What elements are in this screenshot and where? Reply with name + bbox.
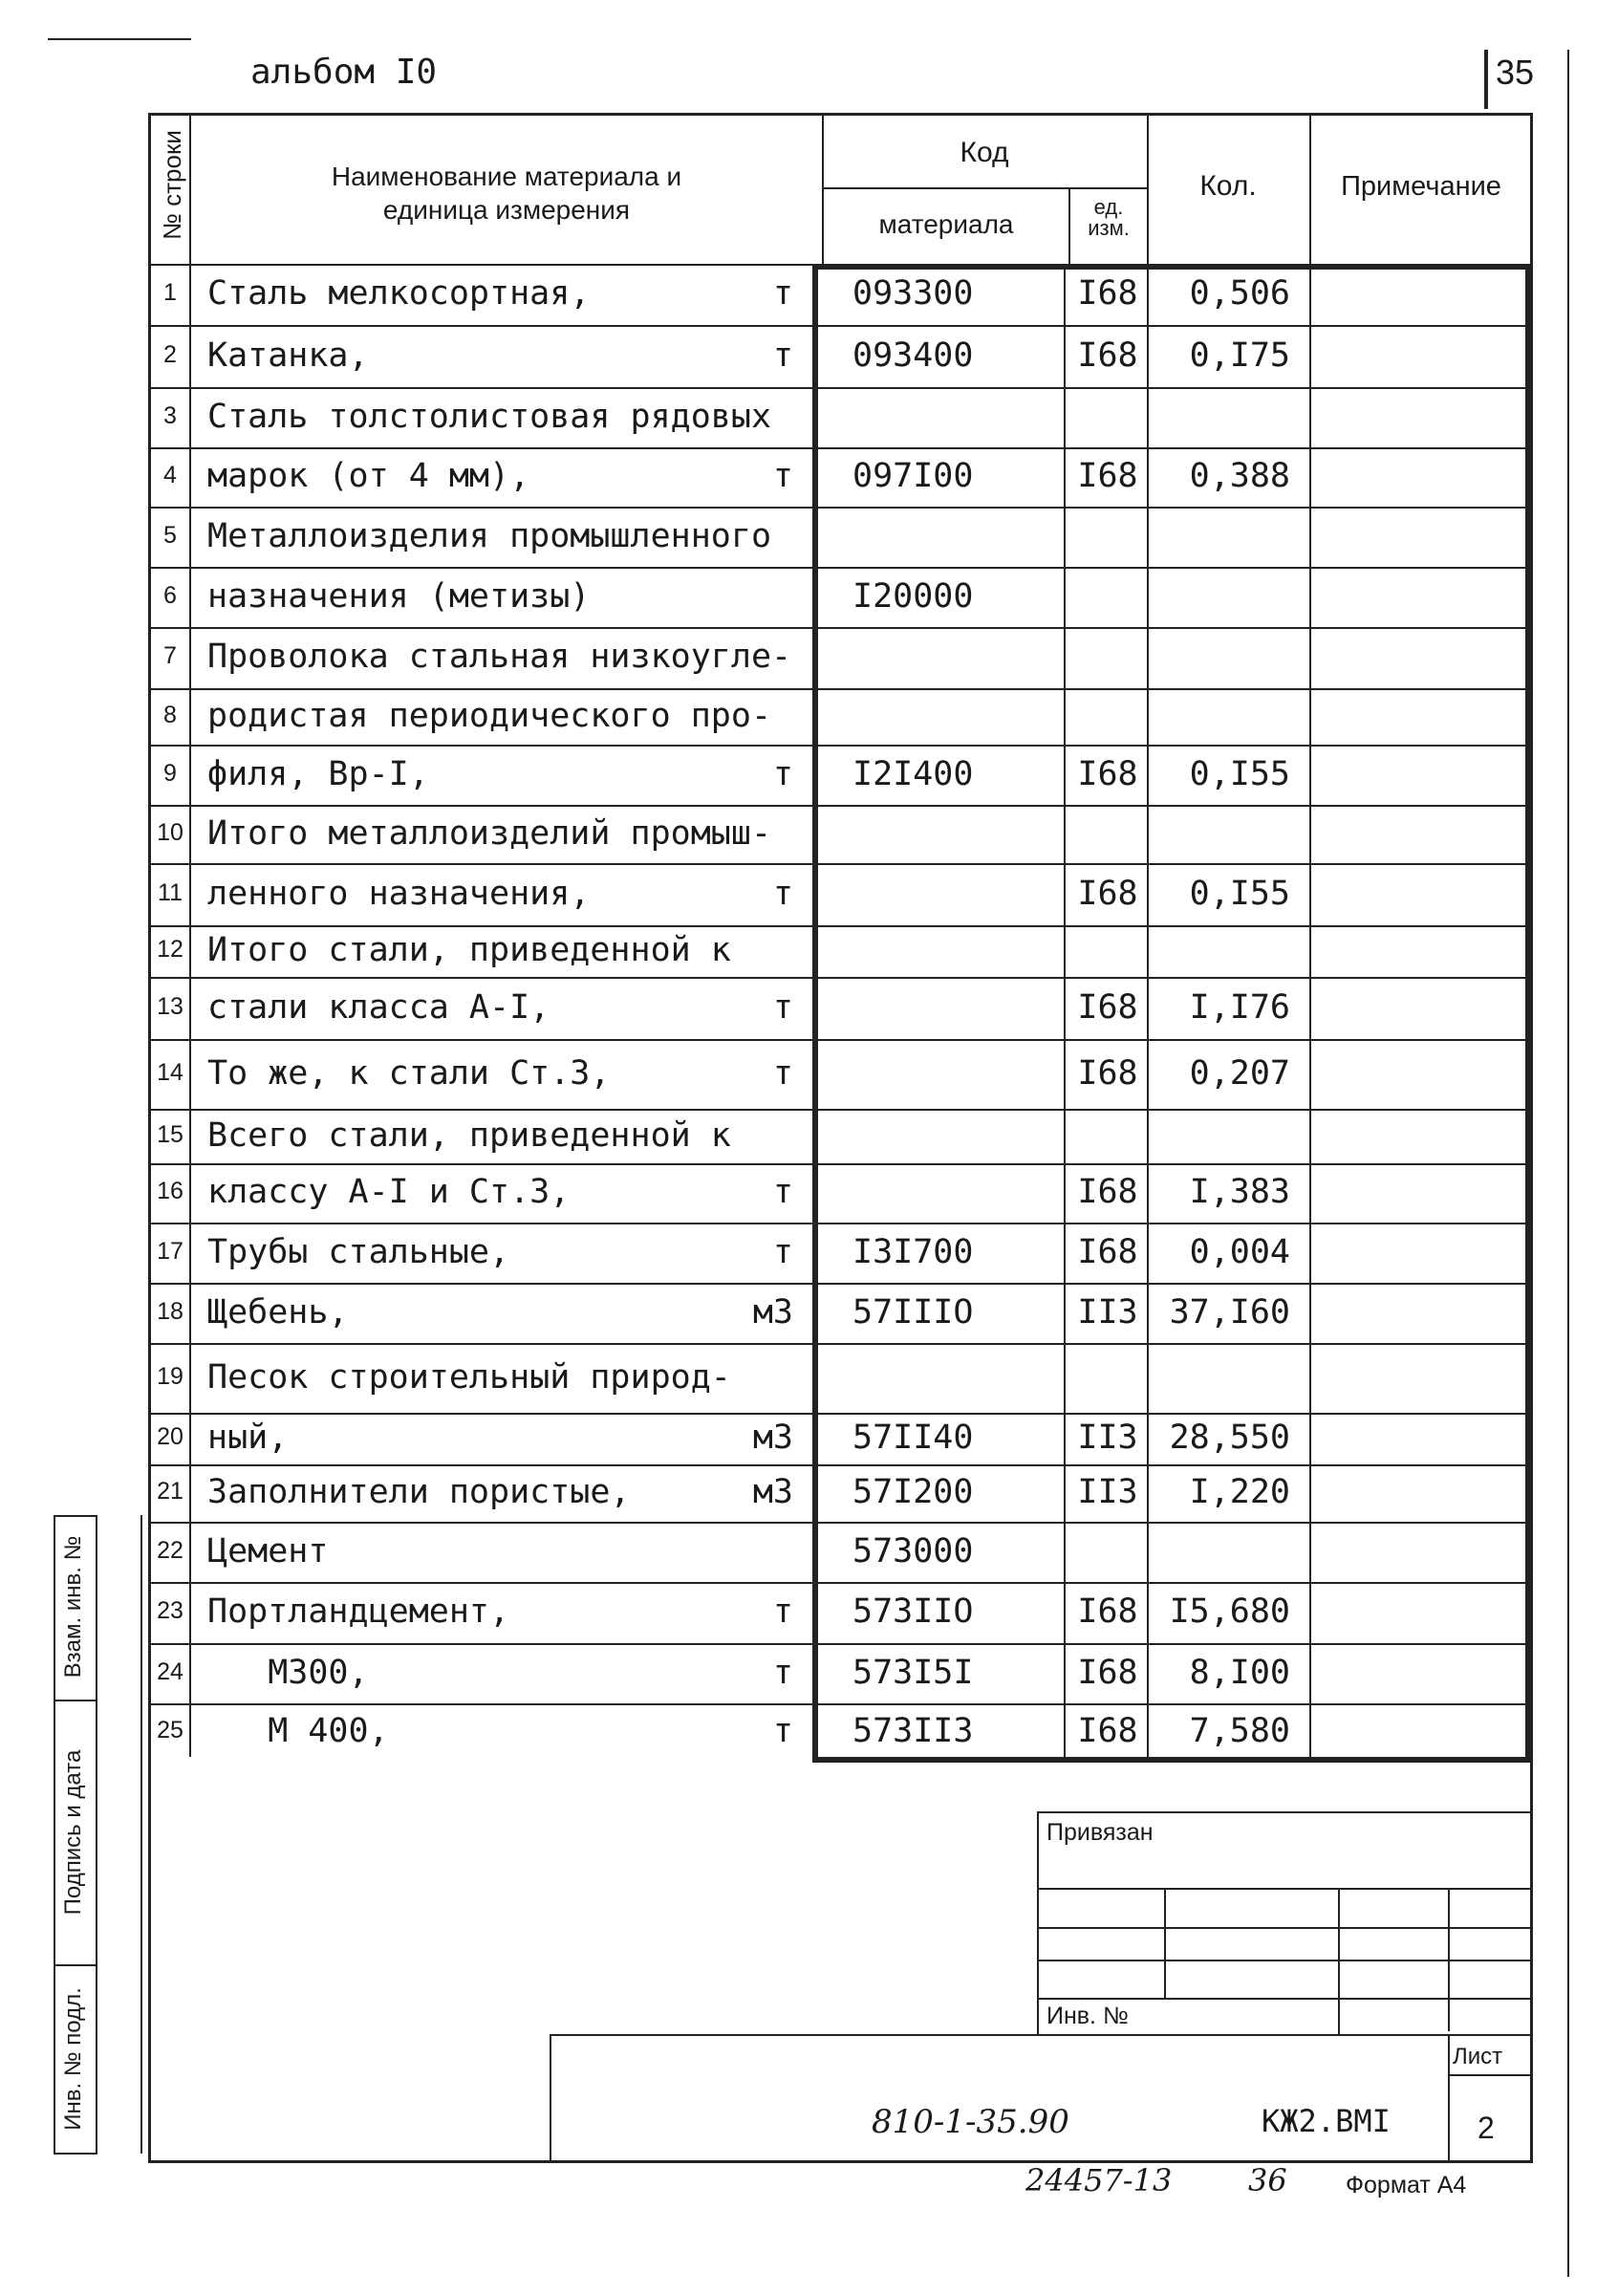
- material-name: родистая периодического про-: [207, 697, 772, 735]
- code-material-header: материала: [878, 209, 1014, 239]
- row-number: 15: [157, 1121, 183, 1148]
- material-name: Заполнители пористые,: [207, 1473, 631, 1511]
- row-number: 7: [163, 642, 177, 669]
- handwritten-page: 36: [1248, 2162, 1287, 2199]
- row-separator: [148, 325, 1530, 327]
- row-number: 4: [163, 462, 177, 488]
- material-name: Портландцемент,: [207, 1592, 510, 1631]
- unit-code: I68: [1077, 457, 1138, 495]
- unit: т: [772, 1592, 793, 1631]
- unit: м3: [752, 1473, 793, 1511]
- material-name: М 400,: [207, 1712, 389, 1750]
- privyazan-label: Привязан: [1046, 1819, 1154, 1846]
- unit: т: [772, 1233, 793, 1271]
- quantity: 8,I00: [1189, 1654, 1290, 1692]
- row-separator: [148, 1582, 1530, 1584]
- row-number: 13: [157, 993, 183, 1020]
- inv-no-label: Инв. №: [1046, 2003, 1129, 2029]
- quantity: 0,388: [1189, 457, 1290, 495]
- right-margin-line: [1567, 50, 1569, 2277]
- unit-code: II3: [1077, 1473, 1138, 1511]
- material-code: 57I200: [852, 1473, 974, 1511]
- material-name: М300,: [207, 1654, 369, 1692]
- row-separator: [148, 1413, 1530, 1415]
- row-separator: [148, 567, 1530, 569]
- material-name: назначения (метизы): [207, 577, 591, 616]
- material-name: филя, Вр-I,: [207, 755, 429, 793]
- material-name: ленного назначения,: [207, 875, 591, 913]
- material-code: 097I00: [852, 457, 974, 495]
- album-label: альбом I0: [250, 53, 438, 92]
- unit-code: I68: [1077, 1712, 1138, 1750]
- code-header: Код: [960, 137, 1009, 168]
- material-name: Катанка,: [207, 336, 369, 375]
- quantity: I,383: [1189, 1173, 1290, 1211]
- top-rule: [48, 38, 191, 40]
- material-name: Сталь мелкосортная,: [207, 274, 591, 313]
- material-name: Проволока стальная низкоугле-: [207, 638, 792, 676]
- unit: т: [772, 336, 793, 375]
- qty-header: Кол.: [1199, 170, 1257, 202]
- quantity: 0,I75: [1189, 336, 1290, 375]
- row-number: 22: [157, 1537, 183, 1564]
- row-separator: [148, 1643, 1530, 1645]
- row-separator: [148, 1039, 1530, 1041]
- unit-code: I68: [1077, 875, 1138, 913]
- row-number: 3: [163, 402, 177, 429]
- row-no-header: № строки: [158, 130, 186, 240]
- row-number: 24: [157, 1658, 183, 1685]
- quantity: 37,I60: [1169, 1293, 1290, 1332]
- quantity: 28,550: [1169, 1419, 1290, 1457]
- unit: т: [772, 1654, 793, 1692]
- format-label: Формат А4: [1346, 2172, 1467, 2199]
- row-number: 6: [163, 582, 177, 609]
- unit-code: I68: [1077, 274, 1138, 313]
- material-name: марок (от 4 мм),: [207, 457, 530, 495]
- material-name: Песок строительный природ-: [207, 1358, 731, 1397]
- material-name: ный,: [207, 1419, 289, 1457]
- row-separator: [148, 1343, 1530, 1345]
- row-separator: [148, 1464, 1530, 1466]
- inv-podl-label: Инв. № подл.: [60, 1987, 86, 2131]
- row-number: 2: [163, 341, 177, 368]
- unit: м3: [752, 1293, 793, 1332]
- row-number: 21: [157, 1478, 183, 1505]
- material-code: I20000: [852, 577, 974, 616]
- unit: т: [772, 1054, 793, 1093]
- unit-code: I68: [1077, 755, 1138, 793]
- row-separator: [148, 387, 1530, 389]
- unit: т: [772, 457, 793, 495]
- unit: м3: [752, 1419, 793, 1457]
- row-number: 11: [158, 879, 183, 906]
- unit-code: I68: [1077, 1654, 1138, 1692]
- unit: т: [772, 988, 793, 1027]
- unit-code: II3: [1077, 1419, 1138, 1457]
- material-name: Сталь толстолистовая рядовых: [207, 398, 772, 436]
- material-name: Итого металлоизделий промыш-: [207, 814, 772, 853]
- unit-code: I68: [1077, 1592, 1138, 1631]
- handwritten-number: 24457-13: [1025, 2162, 1173, 2199]
- material-name: Трубы стальные,: [207, 1233, 510, 1271]
- name-header-line1: Наименование материала и: [331, 162, 682, 191]
- material-code: I2I400: [852, 755, 974, 793]
- quantity: I,I76: [1189, 988, 1290, 1027]
- row-separator: [148, 1223, 1530, 1224]
- quantity: I5,680: [1169, 1592, 1290, 1631]
- material-name: Металлоизделия промышленного: [207, 517, 772, 555]
- row-separator: [148, 1703, 1530, 1705]
- quantity: I,220: [1189, 1473, 1290, 1511]
- list-label: Лист: [1453, 2044, 1503, 2069]
- note-header: Примечание: [1341, 171, 1501, 202]
- code-unit-header: ед. изм.: [1088, 195, 1130, 240]
- material-code: 573000: [852, 1532, 974, 1570]
- row-number: 9: [163, 760, 177, 787]
- unit-code: I68: [1077, 988, 1138, 1027]
- quantity: 0,I55: [1189, 875, 1290, 913]
- material-code: I3I700: [852, 1233, 974, 1271]
- material-code: 57IIIO: [852, 1293, 974, 1332]
- row-separator: [148, 507, 1530, 509]
- unit-code: I68: [1077, 1173, 1138, 1211]
- unit: т: [772, 274, 793, 313]
- row-separator: [148, 1109, 1530, 1111]
- row-number: 19: [157, 1363, 183, 1390]
- row-separator: [148, 863, 1530, 865]
- doc-mark: КЖ2.ВМI: [1262, 2103, 1391, 2139]
- material-code: 093400: [852, 336, 974, 375]
- row-number: 5: [163, 522, 177, 549]
- unit: т: [772, 875, 793, 913]
- material-name: Итого стали, приведенной к: [207, 931, 731, 969]
- material-code: 57II40: [852, 1419, 974, 1457]
- unit-code: I68: [1077, 1054, 1138, 1093]
- unit: т: [772, 1173, 793, 1211]
- row-separator: [148, 805, 1530, 807]
- row-number: 20: [157, 1423, 183, 1450]
- unit: т: [772, 1712, 793, 1750]
- material-name: Цемент: [207, 1532, 329, 1570]
- material-code: 093300: [852, 274, 974, 313]
- row-number: 16: [157, 1178, 183, 1204]
- row-number: 17: [157, 1238, 183, 1265]
- row-separator: [148, 1283, 1530, 1285]
- quantity: 0,I55: [1189, 755, 1290, 793]
- row-number: 12: [157, 936, 183, 963]
- unit: т: [772, 755, 793, 793]
- material-name: стали класса А-I,: [207, 988, 550, 1027]
- material-name: классу А-I и Ст.3,: [207, 1173, 571, 1211]
- row-separator: [148, 745, 1530, 747]
- sheet-number: 2: [1478, 2111, 1495, 2145]
- unit-code: I68: [1077, 336, 1138, 375]
- material-code: 573I5I: [852, 1654, 974, 1692]
- quantity: 0,207: [1189, 1054, 1290, 1093]
- quantity: 7,580: [1189, 1712, 1290, 1750]
- row-number: 10: [157, 819, 183, 846]
- row-number: 23: [157, 1597, 183, 1624]
- row-separator: [148, 688, 1530, 690]
- row-number: 25: [157, 1717, 183, 1744]
- row-separator: [148, 447, 1530, 449]
- material-code: 573IIO: [852, 1592, 974, 1631]
- row-separator: [148, 1163, 1530, 1165]
- material-code: 573II3: [852, 1712, 974, 1750]
- row-number: 14: [157, 1059, 183, 1086]
- name-header-line2: единица измерения: [382, 195, 631, 225]
- row-separator: [148, 925, 1530, 927]
- row-separator: [148, 977, 1530, 979]
- material-name: Всего стали, приведенной к: [207, 1116, 731, 1155]
- vzam-inv-label: Взам. инв. №: [60, 1535, 86, 1679]
- material-name: Щебень,: [207, 1293, 349, 1332]
- material-name: То же, к стали Ст.3,: [207, 1054, 611, 1093]
- quantity: 0,004: [1189, 1233, 1290, 1271]
- doc-code: 810-1-35.90: [872, 2103, 1069, 2141]
- page-number: 35: [1496, 53, 1535, 92]
- unit-code: I68: [1077, 1233, 1138, 1271]
- row-number: 18: [157, 1298, 183, 1325]
- unit-code: II3: [1077, 1293, 1138, 1332]
- row-separator: [148, 1522, 1530, 1524]
- quantity: 0,506: [1189, 274, 1290, 313]
- row-number: 1: [163, 279, 177, 306]
- row-number: 8: [163, 702, 177, 728]
- row-separator: [148, 627, 1530, 629]
- podpis-data-label: Подпись и дата: [60, 1749, 86, 1916]
- page-number-divider: [1484, 50, 1488, 109]
